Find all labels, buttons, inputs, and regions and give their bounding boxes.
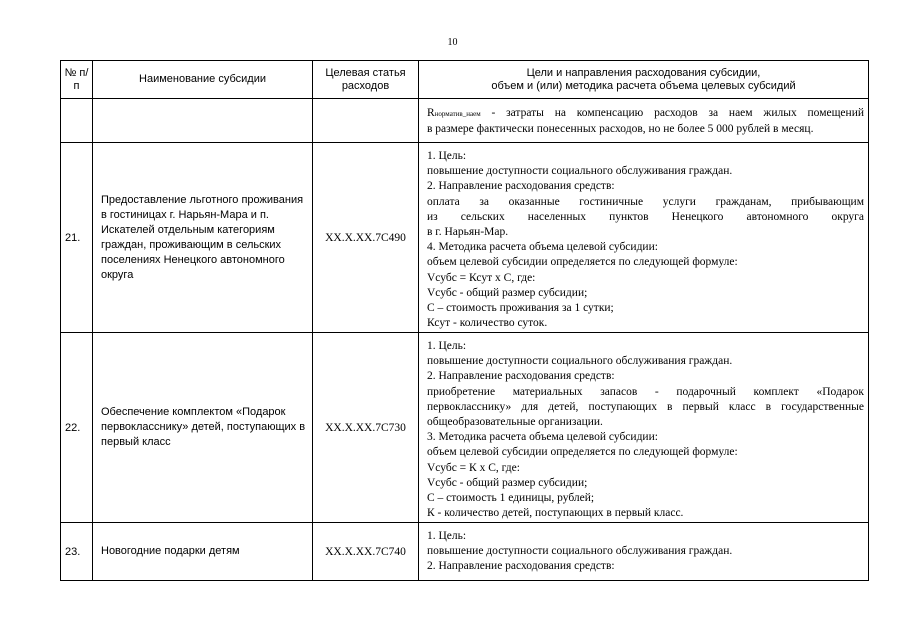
- desc-line: оплата за оказанные гостиничные услуги гражданам, прибывающим: [427, 195, 864, 208]
- desc-line: Vсубс - общий размер субсидии;: [427, 476, 588, 489]
- desc-line: в г. Нарьян-Мар.: [427, 226, 509, 239]
- table-row: [61, 143, 869, 333]
- subsidy-code: XX.X.XX.7C730: [313, 333, 419, 523]
- subsidy-name: Новогодние подарки детям: [93, 523, 313, 581]
- row-number: 23.: [61, 523, 93, 581]
- cell-num-empty: [61, 99, 93, 143]
- subsidy-description: [419, 523, 869, 581]
- desc-line: 1. Цель:: [427, 530, 467, 542]
- table-row: [61, 523, 869, 581]
- row-number: 21.: [61, 143, 93, 333]
- table-row-continuation: [61, 99, 869, 143]
- desc-line: Vсубс - общий размер субсидии;: [427, 286, 588, 299]
- desc-line: первокласснику» для детей, поступающих в первый класс в государственные: [427, 400, 864, 413]
- desc-line: объем целевой субсидии определяется по следующей формуле:: [427, 446, 738, 459]
- desc-line: Vсубс = Ксут х С, где:: [427, 271, 536, 284]
- cell-code-empty: [313, 99, 419, 143]
- subsidy-table: [60, 60, 869, 581]
- desc-line: общеобразовательные организации.: [427, 416, 603, 429]
- desc-line: С – стоимость проживания за 1 сутки;: [427, 302, 614, 315]
- desc-line: объем целевой субсидии определяется по следующей формуле:: [427, 256, 738, 269]
- desc-line: 1. Цель:: [427, 150, 467, 162]
- desc-text: - затраты на компенсацию расходов за наем жилых помещений: [480, 107, 864, 119]
- r-symbol: R: [427, 107, 435, 119]
- desc-line: 4. Методика расчета объема целевой субсидии:: [427, 241, 658, 254]
- subsidy-code: XX.X.XX.7C490: [313, 143, 419, 333]
- page-number: 10: [447, 37, 458, 48]
- header-code: Целевая статья расходов: [313, 61, 419, 99]
- table-header-row: [61, 61, 869, 99]
- desc-line: 2. Направление расходования средств:: [427, 560, 615, 573]
- desc-line: повышение доступности социального обслуживания граждан.: [427, 165, 733, 178]
- r-symbol-subscript: норматив_наем: [434, 110, 481, 118]
- table-row: [61, 333, 869, 523]
- desc-line: 2. Направление расходования средств:: [427, 180, 615, 193]
- desc-line: повышение доступности социального обслуживания граждан.: [427, 355, 733, 368]
- subsidy-description: [419, 143, 869, 333]
- desc-line: в размере фактически понесенных расходов, но не более 5 000 рублей в месяц.: [427, 123, 814, 136]
- desc-line: из сельских населенных пунктов Ненецкого автономного округа: [427, 210, 864, 223]
- subsidy-name: Обеспечение комплектом «Подарок первокласснику» детей, поступающих в первый класс: [93, 333, 313, 523]
- header-desc-line1: Цели и направления расходования субсидии,: [526, 66, 761, 79]
- desc-line: 1. Цель:: [427, 340, 467, 352]
- desc-line: приобретение материальных запасов - подарочный комплект «Подарок: [427, 385, 864, 398]
- desc-line: повышение доступности социального обслуживания граждан.: [427, 545, 733, 558]
- desc-line: С – стоимость 1 единицы, рублей;: [427, 492, 595, 505]
- header-desc-line2: объем и (или) методика расчета объема целевых субсидий: [491, 79, 796, 92]
- desc-line: Ксут - количество суток.: [427, 317, 548, 330]
- subsidy-name: Предоставление льготного проживания в гостиницах г. Нарьян-Мара и п. Искателей отдельным категориям граждан, проживающим в сельских поселениях Ненецкого автономного округа: [93, 143, 313, 333]
- desc-line: [427, 106, 864, 122]
- desc-line: 3. Методика расчета объема целевой субсидии:: [427, 431, 658, 444]
- cell-desc-continuation: [419, 99, 869, 143]
- row-number: 22.: [61, 333, 93, 523]
- desc-line: 2. Направление расходования средств:: [427, 370, 615, 383]
- subsidy-code: XX.X.XX.7C740: [313, 523, 419, 581]
- header-num: № п/п: [61, 61, 93, 99]
- desc-line: Vсубс = К х С, где:: [427, 461, 520, 474]
- header-name: Наименование субсидии: [93, 61, 313, 99]
- subsidy-description: [419, 333, 869, 523]
- header-desc: [419, 61, 869, 99]
- cell-name-empty: [93, 99, 313, 143]
- desc-line: К - количество детей, поступающих в первый класс.: [427, 507, 684, 520]
